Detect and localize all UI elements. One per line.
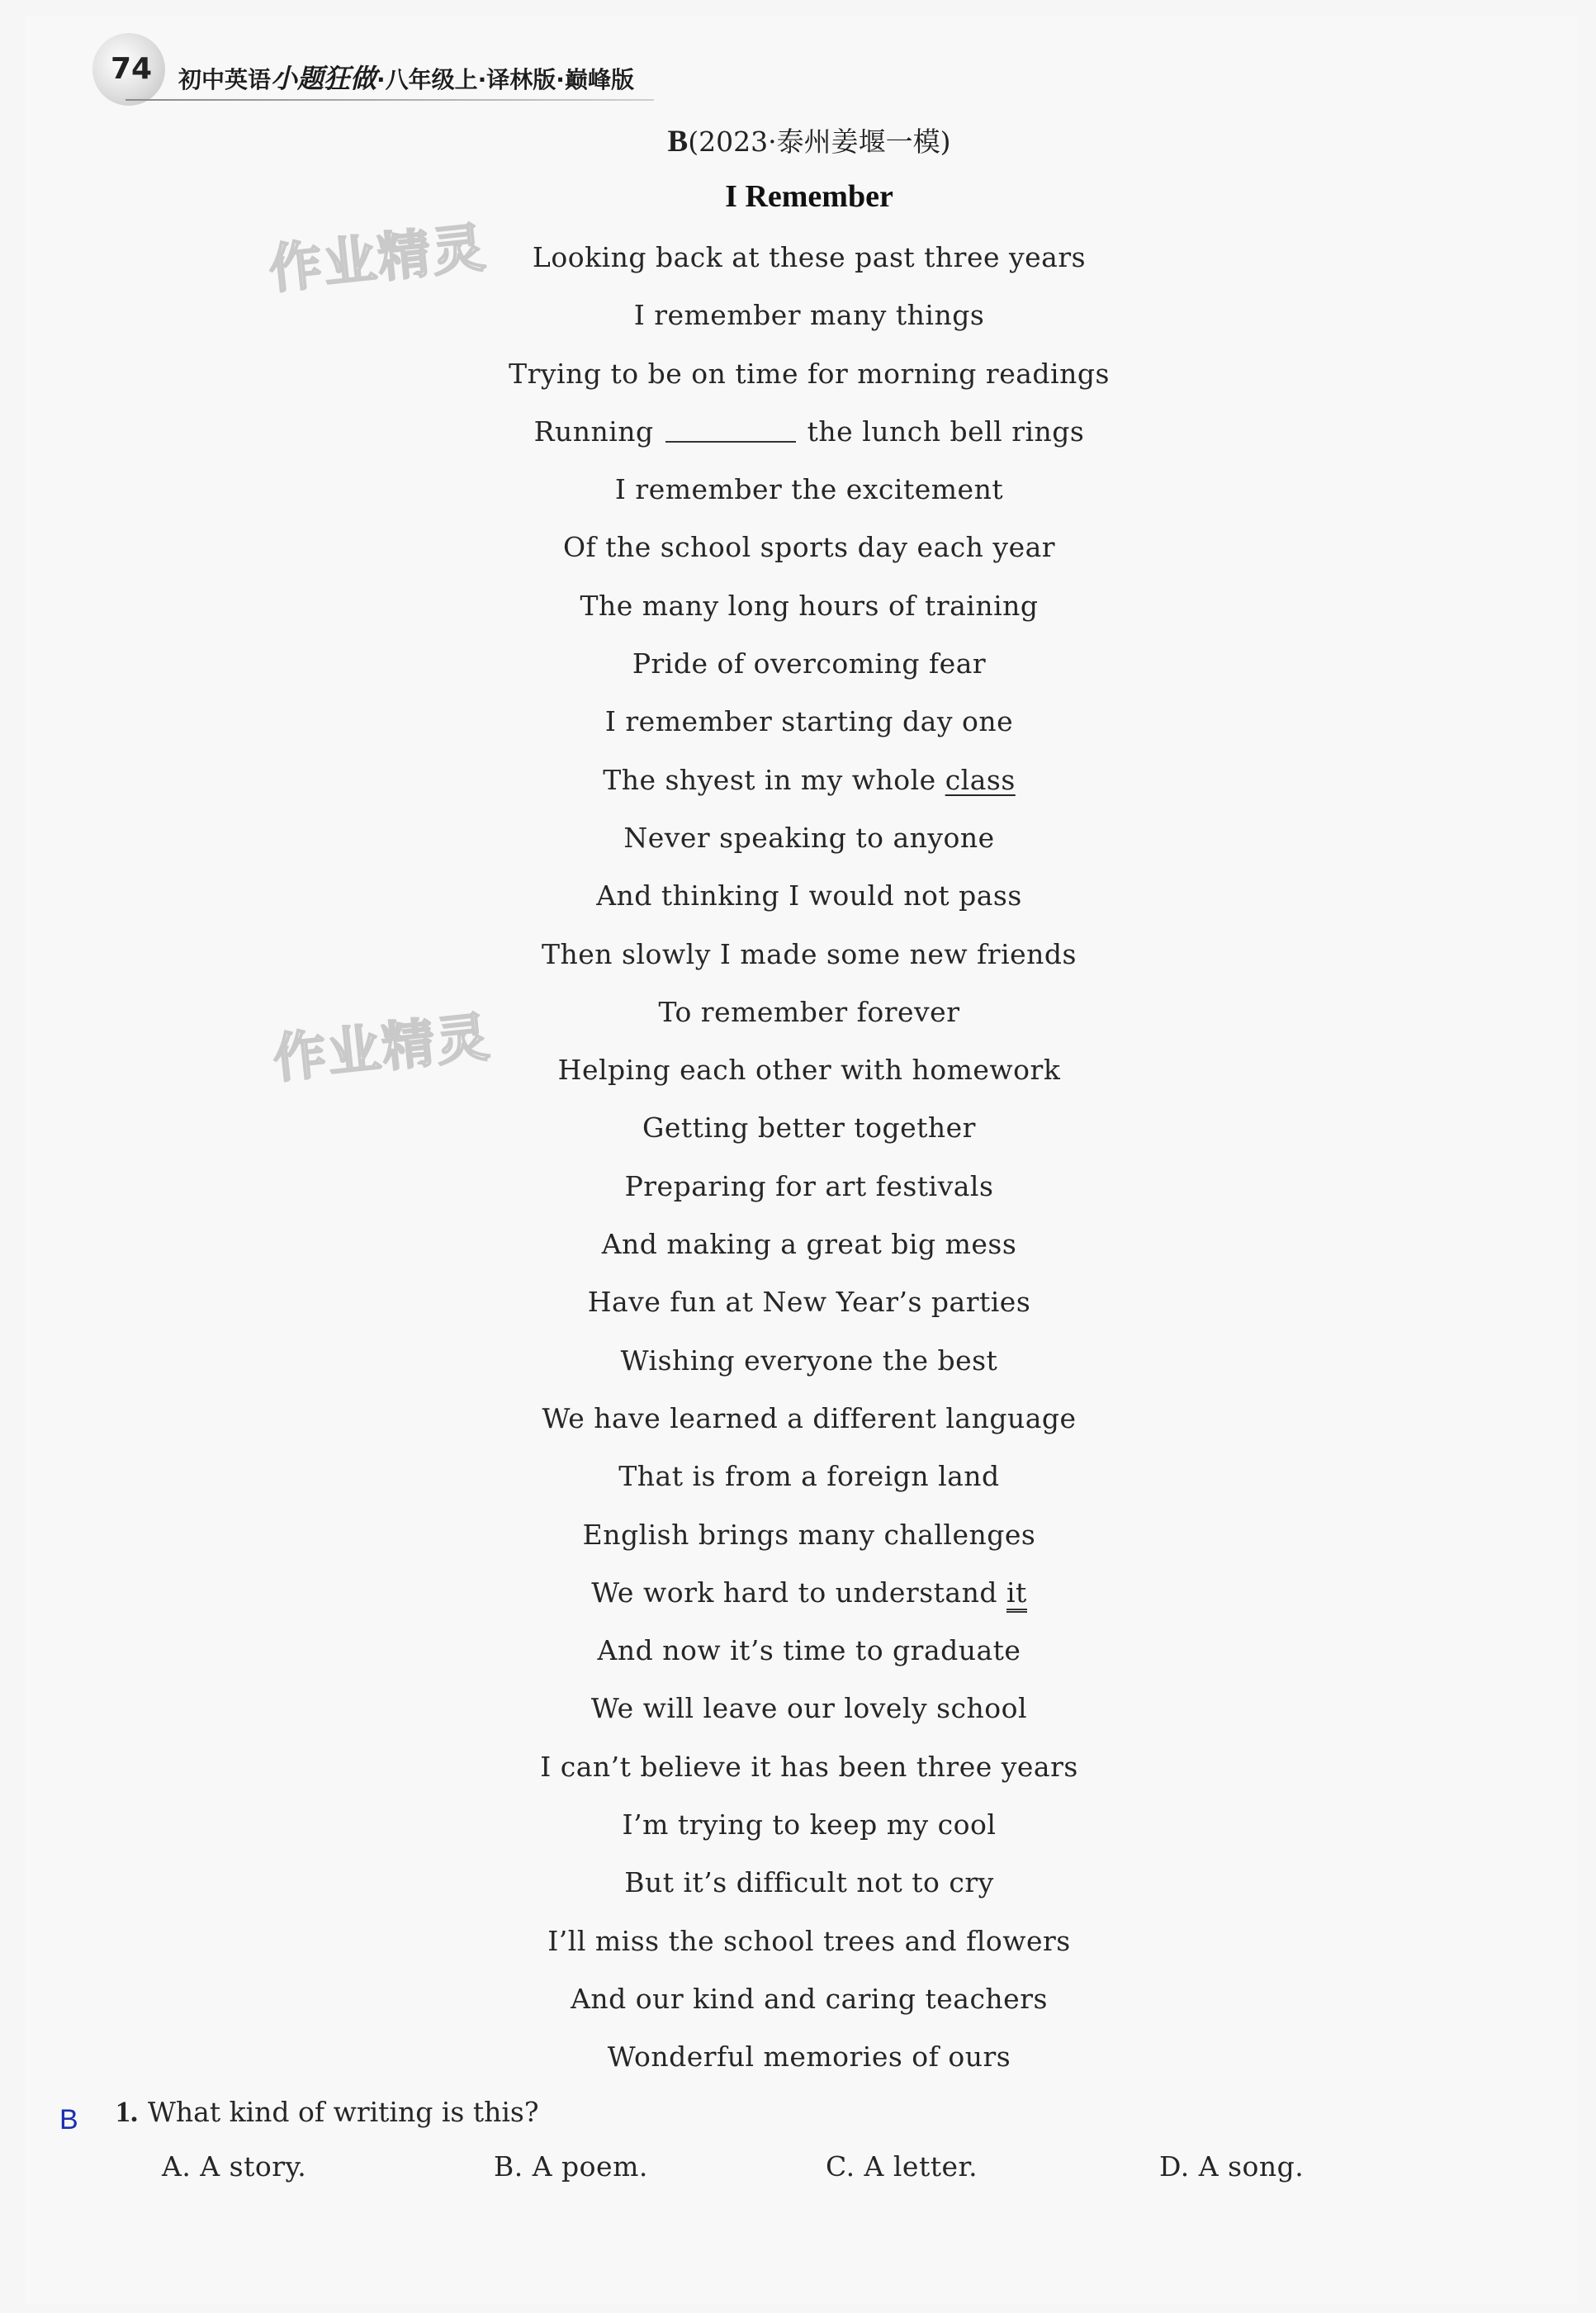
- poem-line: And now it’s time to graduate: [597, 1634, 1021, 1667]
- poem-line-end: the lunch bell rings: [807, 415, 1085, 448]
- poem-line: [479, 1570, 1139, 1628]
- fill-in-blank: [665, 416, 796, 443]
- poem-line: Preparing for art festivals: [624, 1169, 994, 1202]
- poem-line: English brings many challenges: [582, 1518, 1036, 1551]
- poem-line: Pride of overcoming fear: [632, 647, 987, 680]
- poem-line: Looking back at these past three years: [532, 241, 1087, 273]
- option-a: A. A story.: [162, 2150, 307, 2183]
- poem-line: Have fun at New Year’s parties: [587, 1286, 1031, 1319]
- underlined-word: class: [945, 763, 1016, 796]
- poem-line: And making a great big mess: [601, 1228, 1017, 1261]
- poem-line: I’ll miss the school trees and flowers: [547, 1924, 1071, 1957]
- section-letter: B: [667, 125, 689, 159]
- poem-line: Getting better together: [642, 1111, 976, 1145]
- poem-line: Helping each other with homework: [557, 1054, 1061, 1087]
- poem-line-start: We work hard to understand: [591, 1576, 997, 1609]
- section-source: (2023·泰州姜堰一模): [688, 126, 951, 158]
- subject-label: 初中英语: [178, 66, 272, 93]
- question-number: 1.: [116, 2095, 138, 2128]
- poem-line: Of the school sports day each year: [562, 531, 1056, 564]
- poem-line: Wishing everyone the best: [620, 1344, 998, 1377]
- poem-line: I’m trying to keep my cool: [622, 1808, 997, 1841]
- poem-line: To remember forever: [658, 995, 960, 1028]
- poem-line: [479, 409, 1139, 467]
- poem-line: Then slowly I made some new friends: [542, 937, 1077, 970]
- poem-line: We have learned a different language: [542, 1401, 1077, 1434]
- edition-label: ·八年级上·译林版·巅峰版: [377, 66, 634, 93]
- option-c: C. A letter.: [826, 2150, 978, 2183]
- page-header: [92, 33, 836, 107]
- poem-line: We will leave our lovely school: [590, 1692, 1028, 1725]
- poem-line: I remember many things: [633, 299, 985, 332]
- header-rule: [126, 99, 654, 101]
- poem-line: Wonderful memories of ours: [607, 2040, 1011, 2074]
- section-heading: [479, 121, 1139, 159]
- book-series-title: [178, 58, 634, 96]
- poem-line: I remember starting day one: [604, 705, 1014, 738]
- option-b: B. A poem.: [494, 2150, 648, 2183]
- poem-line: [479, 757, 1139, 815]
- double-underlined-word: it: [1006, 1576, 1027, 1613]
- question-text: What kind of writing is this?: [148, 2096, 539, 2128]
- poem-line: The many long hours of training: [580, 589, 1039, 622]
- poem-line: That is from a foreign land: [618, 1460, 1000, 1493]
- poem-body: [479, 235, 1139, 2093]
- poem-title: I Remember: [725, 179, 893, 214]
- page-number-badge: [92, 33, 165, 106]
- poem-line: I remember the excitement: [614, 473, 1004, 506]
- question-stem: [116, 2094, 539, 2129]
- watermark: 作业精灵: [266, 217, 490, 301]
- option-d: D. A song.: [1159, 2150, 1305, 2183]
- poem-line: Never speaking to anyone: [623, 821, 995, 854]
- watermark: 作业精灵: [270, 1007, 494, 1091]
- poem-line-start: The shyest in my whole: [603, 763, 936, 796]
- handwritten-answer: B: [59, 2104, 78, 2135]
- poem-line: But it’s difficult not to cry: [624, 1866, 994, 1899]
- brand-logo-text: 小题狂做: [271, 63, 377, 94]
- poem-line: Trying to be on time for morning readings: [509, 357, 1110, 390]
- poem-line: And our kind and caring teachers: [571, 1982, 1048, 2015]
- poem-line: I can’t believe it has been three years: [540, 1750, 1078, 1783]
- poem-line: And thinking I would not pass: [596, 879, 1022, 912]
- poem-line-start: Running: [533, 415, 654, 448]
- page-number: 74: [110, 51, 153, 86]
